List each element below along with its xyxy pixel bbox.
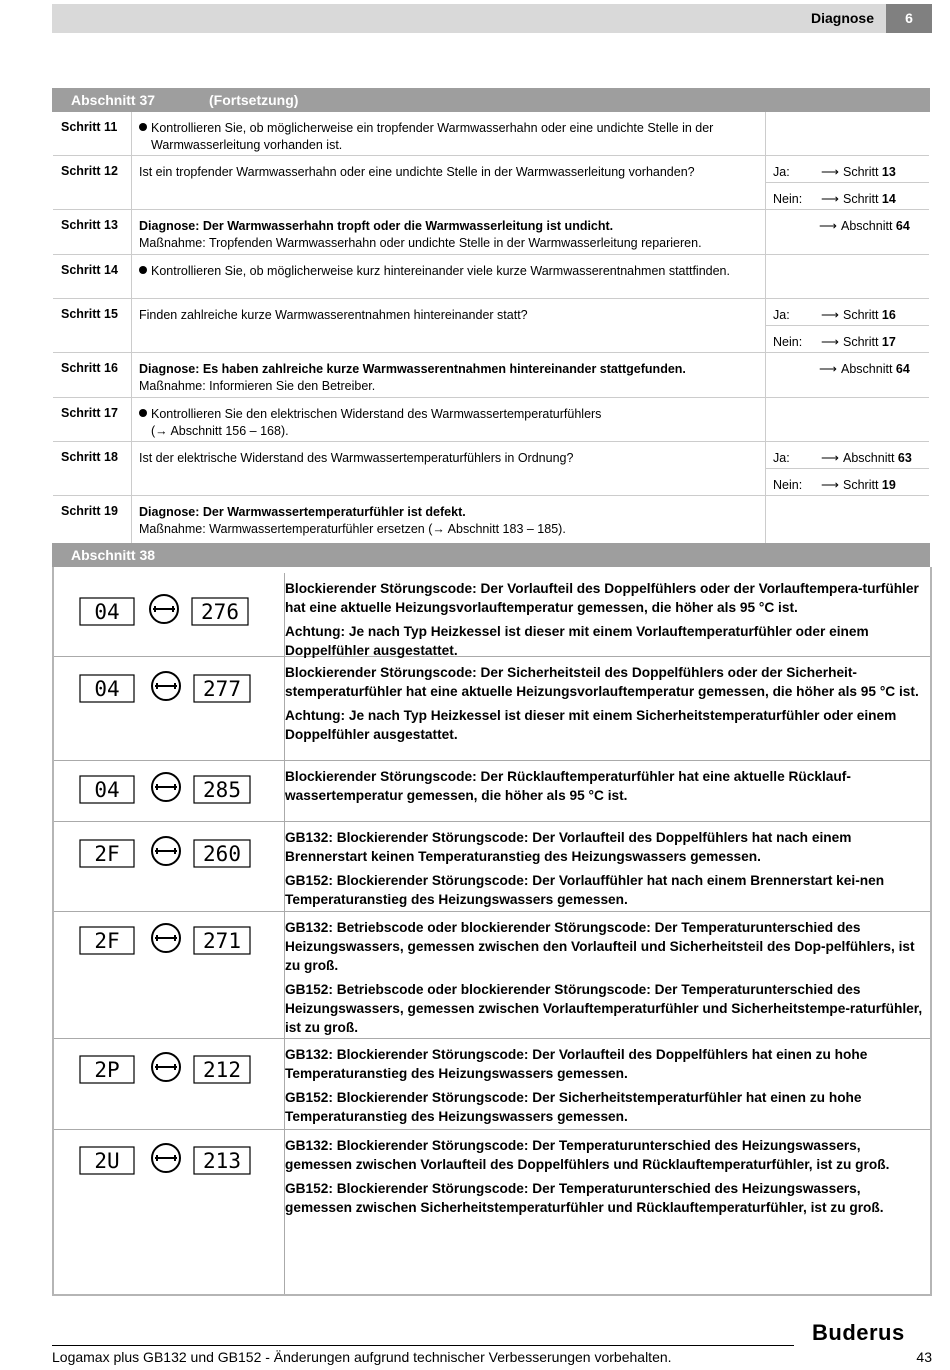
footer-text: Logamax plus GB132 und GB152 - Änderungen aufgrund technischer Verbesserungen vorbehalten. — [52, 1349, 672, 1365]
wrench-icon — [155, 784, 177, 790]
step-text: Kontrollieren Sie den elektrischen Widerstand des Warmwassertemperaturfühlers — [151, 407, 602, 421]
fault-row — [54, 1130, 930, 1294]
section-37-label: Abschnitt 37 — [71, 92, 156, 108]
fault-description: GB152: Blockierender Störungscode: Der Sicherheitstemperaturfühler hat einen zu hohe Temperaturanstieg des Heizungswassers gemessen. — [285, 1090, 862, 1124]
diagnosis-text: Diagnose: Der Warmwasserhahn tropft oder die Warmwasserleitung ist undicht. — [139, 219, 614, 233]
step-text: Kontrollieren Sie, ob möglicherweise kurz hintereinander viele kurze Warmwasserentnahmen stattfinden. — [151, 264, 730, 278]
subcode-text: 285 — [203, 778, 241, 802]
fault-description: GB152: Blockierender Störungscode: Der Vorlauffühler hat nach einem Brennerstart kei-nen Temperaturanstieg des Heizungswassers gemessen. — [285, 873, 885, 907]
footer-divider — [52, 1345, 794, 1346]
target-ref: ⟶ Abschnitt 64 — [819, 362, 910, 376]
subcode-text: 213 — [203, 1149, 241, 1173]
fault-display-graphic — [54, 822, 284, 911]
action-text: Maßnahme: Tropfenden Warmwasserhahn oder undichte Stelle in der Warmwasserleitung reparieren. — [139, 236, 702, 250]
step-label: Schritt 19 — [61, 504, 118, 518]
code-text: 2F — [94, 929, 120, 953]
arrow-right-icon: ⟶ — [821, 451, 839, 465]
fault-row — [54, 822, 930, 912]
fault-display-graphic — [54, 761, 284, 821]
fault-display-graphic — [54, 573, 284, 656]
answer-yes: Ja: ⟶ Abschnitt 63 — [773, 451, 912, 465]
target-ref: ⟶ Abschnitt 64 — [819, 219, 910, 233]
table-row — [53, 255, 929, 299]
fault-display-graphic — [54, 1130, 284, 1210]
table-row — [53, 353, 929, 398]
bullet-icon — [139, 266, 147, 274]
fault-description: GB132: Betriebscode oder blockierender Störungscode: Der Temperaturunterschied des Heizungswassers, gemessen zwischen den Vorlaufteil und Sicherheitsteil des Dop-pelfühlers, ist zu groß. — [285, 920, 915, 973]
step-text: Kontrollieren Sie, ob möglicherweise ein tropfender Warmwasserhahn oder eine undichte Stelle in der Warmwasserleitung vorhanden ist. — [151, 121, 714, 152]
bullet-icon — [139, 123, 147, 131]
wrench-icon — [153, 606, 175, 612]
fault-display — [54, 912, 285, 1038]
subcode-text: 276 — [201, 600, 239, 624]
chapter-number: 6 — [886, 4, 932, 33]
fault-display — [54, 1039, 285, 1129]
fault-display-graphic — [54, 1039, 284, 1129]
step-ref: (→ Abschnitt 156 – 168). — [151, 424, 289, 438]
subcode-text: 271 — [203, 929, 241, 953]
fault-display — [54, 657, 285, 760]
diagnosis-text: Diagnose: Der Warmwassertemperaturfühler ist defekt. — [139, 505, 466, 519]
answer-no: Nein: ⟶ Schritt 14 — [773, 192, 896, 206]
answer-yes: Ja: ⟶ Schritt 13 — [773, 165, 896, 179]
fault-row — [54, 912, 930, 1039]
code-text: 2F — [94, 842, 120, 866]
fault-display-graphic — [54, 912, 284, 1038]
answer-yes: Ja: ⟶ Schritt 16 — [773, 308, 896, 322]
arrow-right-icon: ⟶ — [821, 335, 839, 349]
arrow-right-icon: ⟶ — [821, 192, 839, 206]
step-label: Schritt 17 — [61, 406, 118, 420]
fault-display — [54, 573, 285, 656]
code-text: 04 — [94, 677, 120, 701]
fault-description: GB152: Blockierender Störungscode: Der Temperaturunterschied des Heizungswassers, gemessen zwischen Sicherheitstemperaturfühler und Rücklauftemperaturfühler, ist zu groß. — [285, 1181, 884, 1215]
page-number: 43 — [916, 1349, 932, 1365]
action-text: Maßnahme: Warmwassertemperaturfühler ersetzen (→ Abschnitt 183 – 185). — [139, 522, 566, 536]
fault-row — [54, 657, 930, 761]
arrow-right-icon: ⟶ — [819, 362, 837, 376]
step-text: Ist ein tropfender Warmwasserhahn oder eine undichte Stelle in der Warmwasserleitung vorhanden? — [139, 165, 695, 179]
wrench-icon — [155, 683, 177, 689]
arrow-right-icon: ⟶ — [821, 165, 839, 179]
diagnosis-text: Diagnose: Es haben zahlreiche kurze Warmwasserentnahmen hintereinander stattgefunden. — [139, 362, 686, 376]
table-row — [53, 496, 929, 543]
fault-description: Blockierender Störungscode: Der Rücklauftemperaturfühler hat eine aktuelle Rücklauf-wassertemperatur gemessen, die höher als 95 °C ist. — [285, 769, 851, 803]
section-38-header — [52, 543, 930, 567]
section-37-continuation: (Fortsetzung) — [209, 92, 299, 108]
fault-description: GB152: Betriebscode oder blockierender Störungscode: Der Temperaturunterschied des Heizungswassers, gemessen zwischen Vorlauftemperaturfühler und Sicherheitstempe-raturfühler, ist zu groß. — [285, 982, 923, 1035]
step-label: Schritt 16 — [61, 361, 118, 375]
table-row — [53, 112, 929, 156]
code-text: 04 — [94, 600, 120, 624]
answer-no: Nein: ⟶ Schritt 19 — [773, 478, 896, 492]
header-bar — [52, 4, 932, 33]
section-37-header — [52, 88, 930, 112]
table-row — [53, 442, 929, 496]
buderus-logo: Buderus — [812, 1320, 905, 1345]
wrench-icon — [155, 1155, 177, 1161]
step-label: Schritt 11 — [61, 120, 118, 134]
bullet-icon — [139, 409, 147, 417]
fault-description: GB132: Blockierender Störungscode: Der Temperaturunterschied des Heizungswassers, gemessen zwischen Vorlaufteil des Doppelfühlers und Rücklauftemperaturfühler, ist zu groß. — [285, 1138, 890, 1172]
step-label: Schritt 18 — [61, 450, 118, 464]
arrow-right-icon: ⟶ — [821, 478, 839, 492]
table-row — [53, 210, 929, 255]
table-row — [53, 398, 929, 442]
fault-row — [54, 1039, 930, 1130]
step-text: Finden zahlreiche kurze Warmwasserentnahmen hintereinander statt? — [139, 308, 528, 322]
fault-note: Achtung: Je nach Typ Heizkessel ist dieser mit einem Sicherheitstemperaturfühler oder einem Doppelfühler ausgestattet. — [285, 708, 897, 742]
table-row — [53, 156, 929, 210]
section-38-label: Abschnitt 38 — [71, 547, 156, 563]
section-38-table — [52, 567, 932, 1296]
fault-note: Achtung: Je nach Typ Heizkessel ist dieser mit einem Vorlauftemperaturfühler oder einem Doppelfühler ausgestattet. — [285, 624, 869, 658]
wrench-icon — [155, 935, 177, 941]
subcode-text: 212 — [203, 1058, 241, 1082]
subcode-text: 277 — [203, 677, 241, 701]
table-row — [53, 299, 929, 353]
fault-display — [54, 1130, 285, 1294]
fault-description: GB132: Blockierender Störungscode: Der Vorlaufteil des Doppelfühlers hat einen zu hohe Temperaturanstieg des Heizungswassers gemessen. — [285, 1047, 868, 1081]
step-label: Schritt 12 — [61, 164, 118, 178]
header-title: Diagnose — [810, 10, 874, 26]
fault-description: Blockierender Störungscode: Der Vorlaufteil des Doppelfühlers oder der Vorlauftempera-turfühler hat eine aktuelle Heizungsvorlauftemperatur gemessen, die höher als 95 °C ist. — [285, 581, 919, 615]
step-label: Schritt 13 — [61, 218, 118, 232]
arrow-right-icon: ⟶ — [821, 308, 839, 322]
fault-description: GB132: Blockierender Störungscode: Der Vorlaufteil des Doppelfühlers hat nach einem Brennerstart keinen Temperaturanstieg des Heizungswassers gemessen. — [285, 830, 852, 864]
action-text: Maßnahme: Informieren Sie den Betreiber. — [139, 379, 376, 393]
step-label: Schritt 15 — [61, 307, 118, 321]
fault-display — [54, 761, 285, 821]
fault-description: Blockierender Störungscode: Der Sicherheitsteil des Doppelfühlers oder der Sicherheit-stemperaturfühler hat eine aktuelle Heizungsvorlauftemperatur gemessen, die höher als 95 °C ist. — [285, 665, 919, 699]
step-text: Ist der elektrische Widerstand des Warmwassertemperaturfühlers in Ordnung? — [139, 451, 574, 465]
code-text: 2P — [94, 1058, 120, 1082]
wrench-icon — [155, 1064, 177, 1070]
arrow-right-icon: ⟶ — [819, 219, 837, 233]
fault-display-graphic — [54, 657, 284, 760]
subcode-text: 260 — [203, 842, 241, 866]
code-text: 2U — [94, 1149, 120, 1173]
wrench-icon — [155, 848, 177, 854]
fault-row — [54, 761, 930, 822]
fault-row — [54, 573, 930, 657]
answer-no: Nein: ⟶ Schritt 17 — [773, 335, 896, 349]
step-label: Schritt 14 — [61, 263, 118, 277]
code-text: 04 — [94, 778, 120, 802]
fault-display — [54, 822, 285, 911]
